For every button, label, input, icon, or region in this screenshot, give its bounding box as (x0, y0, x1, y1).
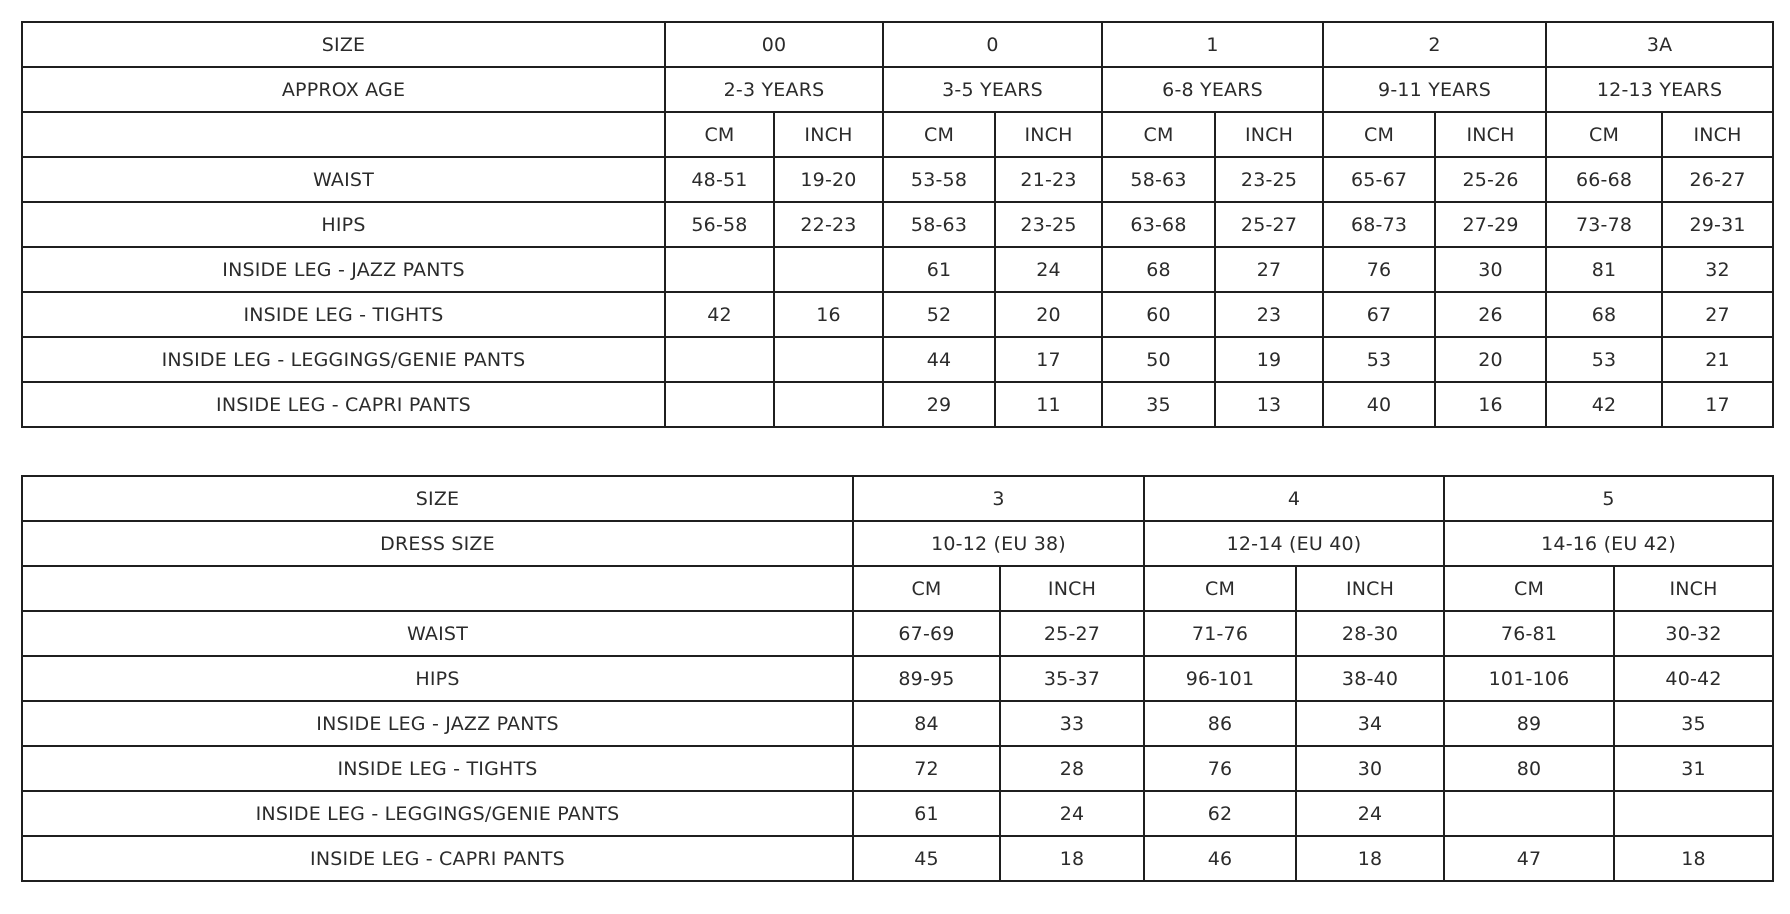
measurement-value: 25-27 (1215, 202, 1323, 247)
age-value: 6-8 YEARS (1102, 67, 1323, 112)
measurement-value: 18 (1000, 836, 1144, 881)
age-value: 3-5 YEARS (883, 67, 1102, 112)
unit-inch: INCH (995, 112, 1102, 157)
measurement-value: 45 (853, 836, 1000, 881)
measurement-label: INSIDE LEG - CAPRI PANTS (22, 382, 665, 427)
measurement-value: 63-68 (1102, 202, 1215, 247)
measurement-value: 17 (1662, 382, 1773, 427)
table-row (22, 836, 1773, 881)
unit-inch: INCH (1614, 566, 1773, 611)
measurement-value (665, 337, 774, 382)
unit-cm: CM (1144, 566, 1296, 611)
size-label: SIZE (22, 22, 665, 67)
table-row (22, 791, 1773, 836)
unit-cm: CM (1444, 566, 1614, 611)
measurement-label: INSIDE LEG - CAPRI PANTS (22, 836, 853, 881)
table-row (22, 701, 1773, 746)
measurement-value: 89 (1444, 701, 1614, 746)
measurement-value: 30 (1296, 746, 1444, 791)
measurement-label: WAIST (22, 157, 665, 202)
measurement-value (665, 247, 774, 292)
table-row (22, 157, 1773, 202)
unit-cm: CM (1323, 112, 1435, 157)
size-row (22, 22, 1773, 67)
measurement-value: 11 (995, 382, 1102, 427)
measurement-value: 28 (1000, 746, 1144, 791)
dress-size-value: 10-12 (EU 38) (853, 521, 1144, 566)
measurement-value (774, 337, 883, 382)
measurement-value: 22-23 (774, 202, 883, 247)
measurement-value: 24 (995, 247, 1102, 292)
table-row (22, 247, 1773, 292)
measurement-value: 25-27 (1000, 611, 1144, 656)
measurement-label: INSIDE LEG - JAZZ PANTS (22, 247, 665, 292)
measurement-value: 72 (853, 746, 1000, 791)
measurement-label: INSIDE LEG - TIGHTS (22, 746, 853, 791)
measurement-value: 24 (1000, 791, 1144, 836)
measurement-value: 50 (1102, 337, 1215, 382)
unit-inch: INCH (1215, 112, 1323, 157)
measurement-value: 58-63 (883, 202, 995, 247)
measurement-label: INSIDE LEG - LEGGINGS/GENIE PANTS (22, 791, 853, 836)
measurement-value: 76 (1144, 746, 1296, 791)
unit-row (22, 112, 1773, 157)
measurement-label: HIPS (22, 656, 853, 701)
measurement-value: 28-30 (1296, 611, 1444, 656)
measurement-rows (22, 611, 1773, 881)
measurement-value: 68 (1546, 292, 1662, 337)
measurement-label: HIPS (22, 202, 665, 247)
measurement-value: 66-68 (1546, 157, 1662, 202)
measurement-value: 80 (1444, 746, 1614, 791)
size-value: 1 (1102, 22, 1323, 67)
age-row (22, 67, 1773, 112)
measurement-value: 65-67 (1323, 157, 1435, 202)
size-value: 00 (665, 22, 883, 67)
measurement-value: 53-58 (883, 157, 995, 202)
measurement-value: 27 (1215, 247, 1323, 292)
measurement-label: INSIDE LEG - TIGHTS (22, 292, 665, 337)
measurement-label: INSIDE LEG - JAZZ PANTS (22, 701, 853, 746)
unit-cm: CM (1102, 112, 1215, 157)
table-row (22, 292, 1773, 337)
table-row (22, 611, 1773, 656)
unit-inch: INCH (1662, 112, 1773, 157)
measurement-value: 76 (1323, 247, 1435, 292)
measurement-value: 19 (1215, 337, 1323, 382)
measurement-value: 68-73 (1323, 202, 1435, 247)
measurement-value: 42 (1546, 382, 1662, 427)
measurement-value: 31 (1614, 746, 1773, 791)
measurement-value: 67 (1323, 292, 1435, 337)
measurement-value: 29-31 (1662, 202, 1773, 247)
measurement-value: 81 (1546, 247, 1662, 292)
measurement-value: 38-40 (1296, 656, 1444, 701)
measurement-value: 33 (1000, 701, 1144, 746)
measurement-label: WAIST (22, 611, 853, 656)
measurement-value: 25-26 (1435, 157, 1546, 202)
dress-size-row (22, 521, 1773, 566)
measurement-rows (22, 157, 1773, 427)
measurement-value: 19-20 (774, 157, 883, 202)
measurement-value: 48-51 (665, 157, 774, 202)
size-value: 5 (1444, 476, 1773, 521)
measurement-value: 68 (1102, 247, 1215, 292)
measurement-value: 34 (1296, 701, 1444, 746)
measurement-value: 23 (1215, 292, 1323, 337)
measurement-value: 23-25 (995, 202, 1102, 247)
measurement-value: 58-63 (1102, 157, 1215, 202)
age-value: 12-13 YEARS (1546, 67, 1773, 112)
measurement-value: 35 (1614, 701, 1773, 746)
measurement-value: 76-81 (1444, 611, 1614, 656)
measurement-value: 30-32 (1614, 611, 1773, 656)
table-row (22, 656, 1773, 701)
age-value: 9-11 YEARS (1323, 67, 1546, 112)
measurement-value: 27-29 (1435, 202, 1546, 247)
age-value: 2-3 YEARS (665, 67, 883, 112)
measurement-value: 13 (1215, 382, 1323, 427)
measurement-value: 101-106 (1444, 656, 1614, 701)
unit-row (22, 566, 1773, 611)
measurement-value: 29 (883, 382, 995, 427)
dress-size-label: DRESS SIZE (22, 521, 853, 566)
size-value: 3A (1546, 22, 1773, 67)
size-value: 2 (1323, 22, 1546, 67)
measurement-value: 62 (1144, 791, 1296, 836)
measurement-value: 32 (1662, 247, 1773, 292)
measurement-value: 40 (1323, 382, 1435, 427)
measurement-value: 71-76 (1144, 611, 1296, 656)
measurement-value: 20 (1435, 337, 1546, 382)
measurement-value (774, 247, 883, 292)
measurement-value: 53 (1323, 337, 1435, 382)
measurement-value: 46 (1144, 836, 1296, 881)
measurement-value: 67-69 (853, 611, 1000, 656)
measurement-value (1614, 791, 1773, 836)
table-row (22, 337, 1773, 382)
measurement-value: 60 (1102, 292, 1215, 337)
measurement-value: 16 (1435, 382, 1546, 427)
size-chart-table-2 (21, 475, 1774, 882)
dress-size-value: 12-14 (EU 40) (1144, 521, 1444, 566)
size-value: 4 (1144, 476, 1444, 521)
measurement-value: 18 (1614, 836, 1773, 881)
measurement-value: 73-78 (1546, 202, 1662, 247)
measurement-value (774, 382, 883, 427)
measurement-value: 52 (883, 292, 995, 337)
measurement-value: 40-42 (1614, 656, 1773, 701)
dress-size-value: 14-16 (EU 42) (1444, 521, 1773, 566)
size-chart-table-1 (21, 21, 1774, 428)
table-row (22, 382, 1773, 427)
size-value: 0 (883, 22, 1102, 67)
measurement-label: INSIDE LEG - LEGGINGS/GENIE PANTS (22, 337, 665, 382)
unit-inch: INCH (774, 112, 883, 157)
measurement-value: 42 (665, 292, 774, 337)
unit-cm: CM (883, 112, 995, 157)
measurement-value: 26-27 (1662, 157, 1773, 202)
unit-row-blank (22, 112, 665, 157)
measurement-value: 17 (995, 337, 1102, 382)
unit-row-blank (22, 566, 853, 611)
measurement-value: 89-95 (853, 656, 1000, 701)
measurement-value: 84 (853, 701, 1000, 746)
measurement-value: 18 (1296, 836, 1444, 881)
measurement-value: 61 (883, 247, 995, 292)
unit-cm: CM (1546, 112, 1662, 157)
measurement-value (1444, 791, 1614, 836)
measurement-value: 44 (883, 337, 995, 382)
measurement-value: 23-25 (1215, 157, 1323, 202)
measurement-value: 21 (1662, 337, 1773, 382)
unit-inch: INCH (1000, 566, 1144, 611)
measurement-value: 86 (1144, 701, 1296, 746)
unit-inch: INCH (1296, 566, 1444, 611)
measurement-value: 20 (995, 292, 1102, 337)
measurement-value: 53 (1546, 337, 1662, 382)
unit-inch: INCH (1435, 112, 1546, 157)
measurement-value: 35 (1102, 382, 1215, 427)
age-label: APPROX AGE (22, 67, 665, 112)
measurement-value: 61 (853, 791, 1000, 836)
measurement-value: 35-37 (1000, 656, 1144, 701)
measurement-value: 27 (1662, 292, 1773, 337)
unit-cm: CM (665, 112, 774, 157)
size-label: SIZE (22, 476, 853, 521)
unit-cm: CM (853, 566, 1000, 611)
measurement-value: 16 (774, 292, 883, 337)
measurement-value: 47 (1444, 836, 1614, 881)
size-row (22, 476, 1773, 521)
measurement-value: 24 (1296, 791, 1444, 836)
measurement-value: 96-101 (1144, 656, 1296, 701)
measurement-value: 30 (1435, 247, 1546, 292)
measurement-value: 21-23 (995, 157, 1102, 202)
measurement-value: 26 (1435, 292, 1546, 337)
measurement-value (665, 382, 774, 427)
size-value: 3 (853, 476, 1144, 521)
measurement-value: 56-58 (665, 202, 774, 247)
table-row (22, 746, 1773, 791)
table-row (22, 202, 1773, 247)
